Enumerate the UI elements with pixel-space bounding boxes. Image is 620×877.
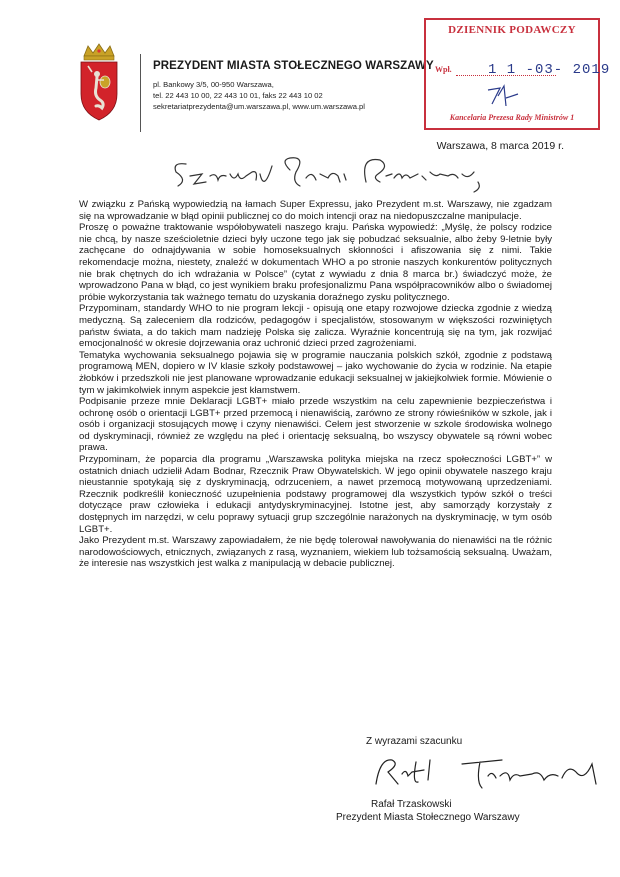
stamp-date: 1 1 -03- 2019	[488, 62, 611, 78]
office-title: PREZYDENT MIASTA STOŁECZNEGO WARSZAWY	[153, 60, 434, 72]
office-phones: tel. 22 443 10 00, 22 443 10 01, faks 22 443 10 02	[153, 91, 323, 100]
stamp-initials-icon	[484, 82, 524, 112]
letter-body	[79, 199, 552, 570]
stamp-footer: Kancelaria Prezesa Rady Ministrów 1	[449, 113, 575, 122]
stamp-title: DZIENNIK PODAWCZY	[448, 24, 576, 36]
registry-stamp	[424, 18, 611, 130]
signer-role: Prezydent Miasta Stołecznego Warszawy	[336, 812, 520, 823]
letter-paragraph: W związku z Pańską wypowiedzią na łamach Super Expressu, jako Prezydent m.st. Warszawy, nie zgadzam się na wprowadzanie w błąd opinii publicznej co do moich intencji oraz na niedopuszczalne manipulacje.	[79, 199, 552, 222]
letter-paragraph: Proszę o poważne traktowanie współobywateli naszego kraju. Pańska wypowiedź: „Myślę, że polscy rodzice nie chcą, by nasze sześcioletnie dzieci były uczone tego jak się pobudzać seksualnie, albo żeby 9-letnie były zachęcane do odnajdywania w sobie homoseksualnych skłonności i afiszowania się z nimi. Takie rekomendacje można, niestety, znaleźć w dokumentach WHO a po stronie naszych konkurentów politycznych nie brak chętnych do ich wdrażania w Polsce” (cytat z wywiadu z dnia 8 marca br.) świadczyć może, że wprowadzono Pana w błąd, co jest wynikiem braku profesjonalizmu Pana współpracowników albo o świadomej próbie wykorzystania tak ważnego tematu do uzyskania doraźnego zysku politycznego.	[79, 222, 552, 303]
letter-paragraph: Podpisanie przeze mnie Deklaracji LGBT+ miało przede wszystkim na celu zapewnienie bezpieczeństwa i ochronę osób o orientacji LGBT+ przed przemocą i nienawiścią, zarówno ze strony rówieśników w szkole, jak i osób i organizacji stosujących mowę i czyny nienawiści. Celem jest stworzenie w szkole środowiska wolnego od dyskryminacji, również ze względu na płeć i orientację seksualną, bo wszyscy obywatele są równi wobec prawa.	[79, 396, 552, 454]
handwritten-signature	[372, 754, 602, 794]
letter-paragraph: Jako Prezydent m.st. Warszawy zapowiadałem, że nie będę tolerował nawoływania do nienawiści na tle różnic narodowościowych, etnicznych, związanych z rasą, wyznaniem, wiekiem lub tożsamością seksualną. Uważam, że interesie nas wszystkich jest walka z manipulacją w debacie publicznej.	[79, 535, 552, 570]
letter-paragraph: Przypominam, standardy WHO to nie program lekcji - opisują one etapy rozwojowe dziecka zgodnie z wiedzą medyczną. Są zaleceniem dla rodziców, pedagogów i specjalistów, stosowanym w większości rozwiniętych państw świata, a do takich mam nadzieję Polska się zalicza. Wyraźnie koncentrują się na tym, jak rozwijać emocjonalność w okresie dojrzewania oraz uchronić dzieci przed zagrożeniami.	[79, 303, 552, 350]
signer-name: Rafał Trzaskowski	[371, 799, 452, 810]
office-address: pl. Bankowy 3/5, 00-950 Warszawa,	[153, 80, 274, 89]
stamp-received-label: Wpł.	[435, 65, 452, 74]
letter-paragraph: Przypominam, że poparcia dla programu „Warszawska polityka miejska na rzecz społeczności LGBT+” w ostatnich dniach udzielił Adam Bodnar, Rzecznik Praw Obywatelskich. W jego opinii obywatele naszego kraju nieustannie spotykają się z dyskryminacją, odrzuceniem, a nawet przemocą motywowaną uprzedzeniami. Rzecznik podkreślił konieczność uzupełnienia podstawy programowej dla wszystkich typów szkół o treści dotyczące praw człowieka i edukacji antydyskryminacyjnej. Istotne jest, aby samorządy korzystały z dostępnych im narzędzi, w celu poprawy sytuacji grup szczególnie narażonych na dyskryminację, w tym osób LGBT+.	[79, 454, 552, 535]
handwritten-salutation	[168, 152, 498, 196]
office-emails: sekretariatprezydenta@um.warszawa.pl, www.um.warszawa.pl	[153, 102, 365, 111]
warsaw-coat-of-arms-icon	[78, 42, 120, 122]
closing-phrase: Z wyrazami szacunku	[366, 736, 463, 747]
header-divider	[140, 54, 141, 132]
place-date: Warszawa, 8 marca 2019 r.	[436, 140, 564, 152]
letter-paragraph: Tematyka wychowania seksualnego pojawia się w programie nauczania polskich szkół, zgodnie z podstawą programową MEN, dopiero w IV klasie szkoły podstawowej – jako wychowanie do życia w rodzinie. Na etapie żłobków i przedszkoli nie jest planowane wprowadzanie edukacji seksualnej w jakiejkolwiek formie. Mówienie o tym w jakimkolwiek innym aspekcie jest kłamstwem.	[79, 349, 552, 396]
